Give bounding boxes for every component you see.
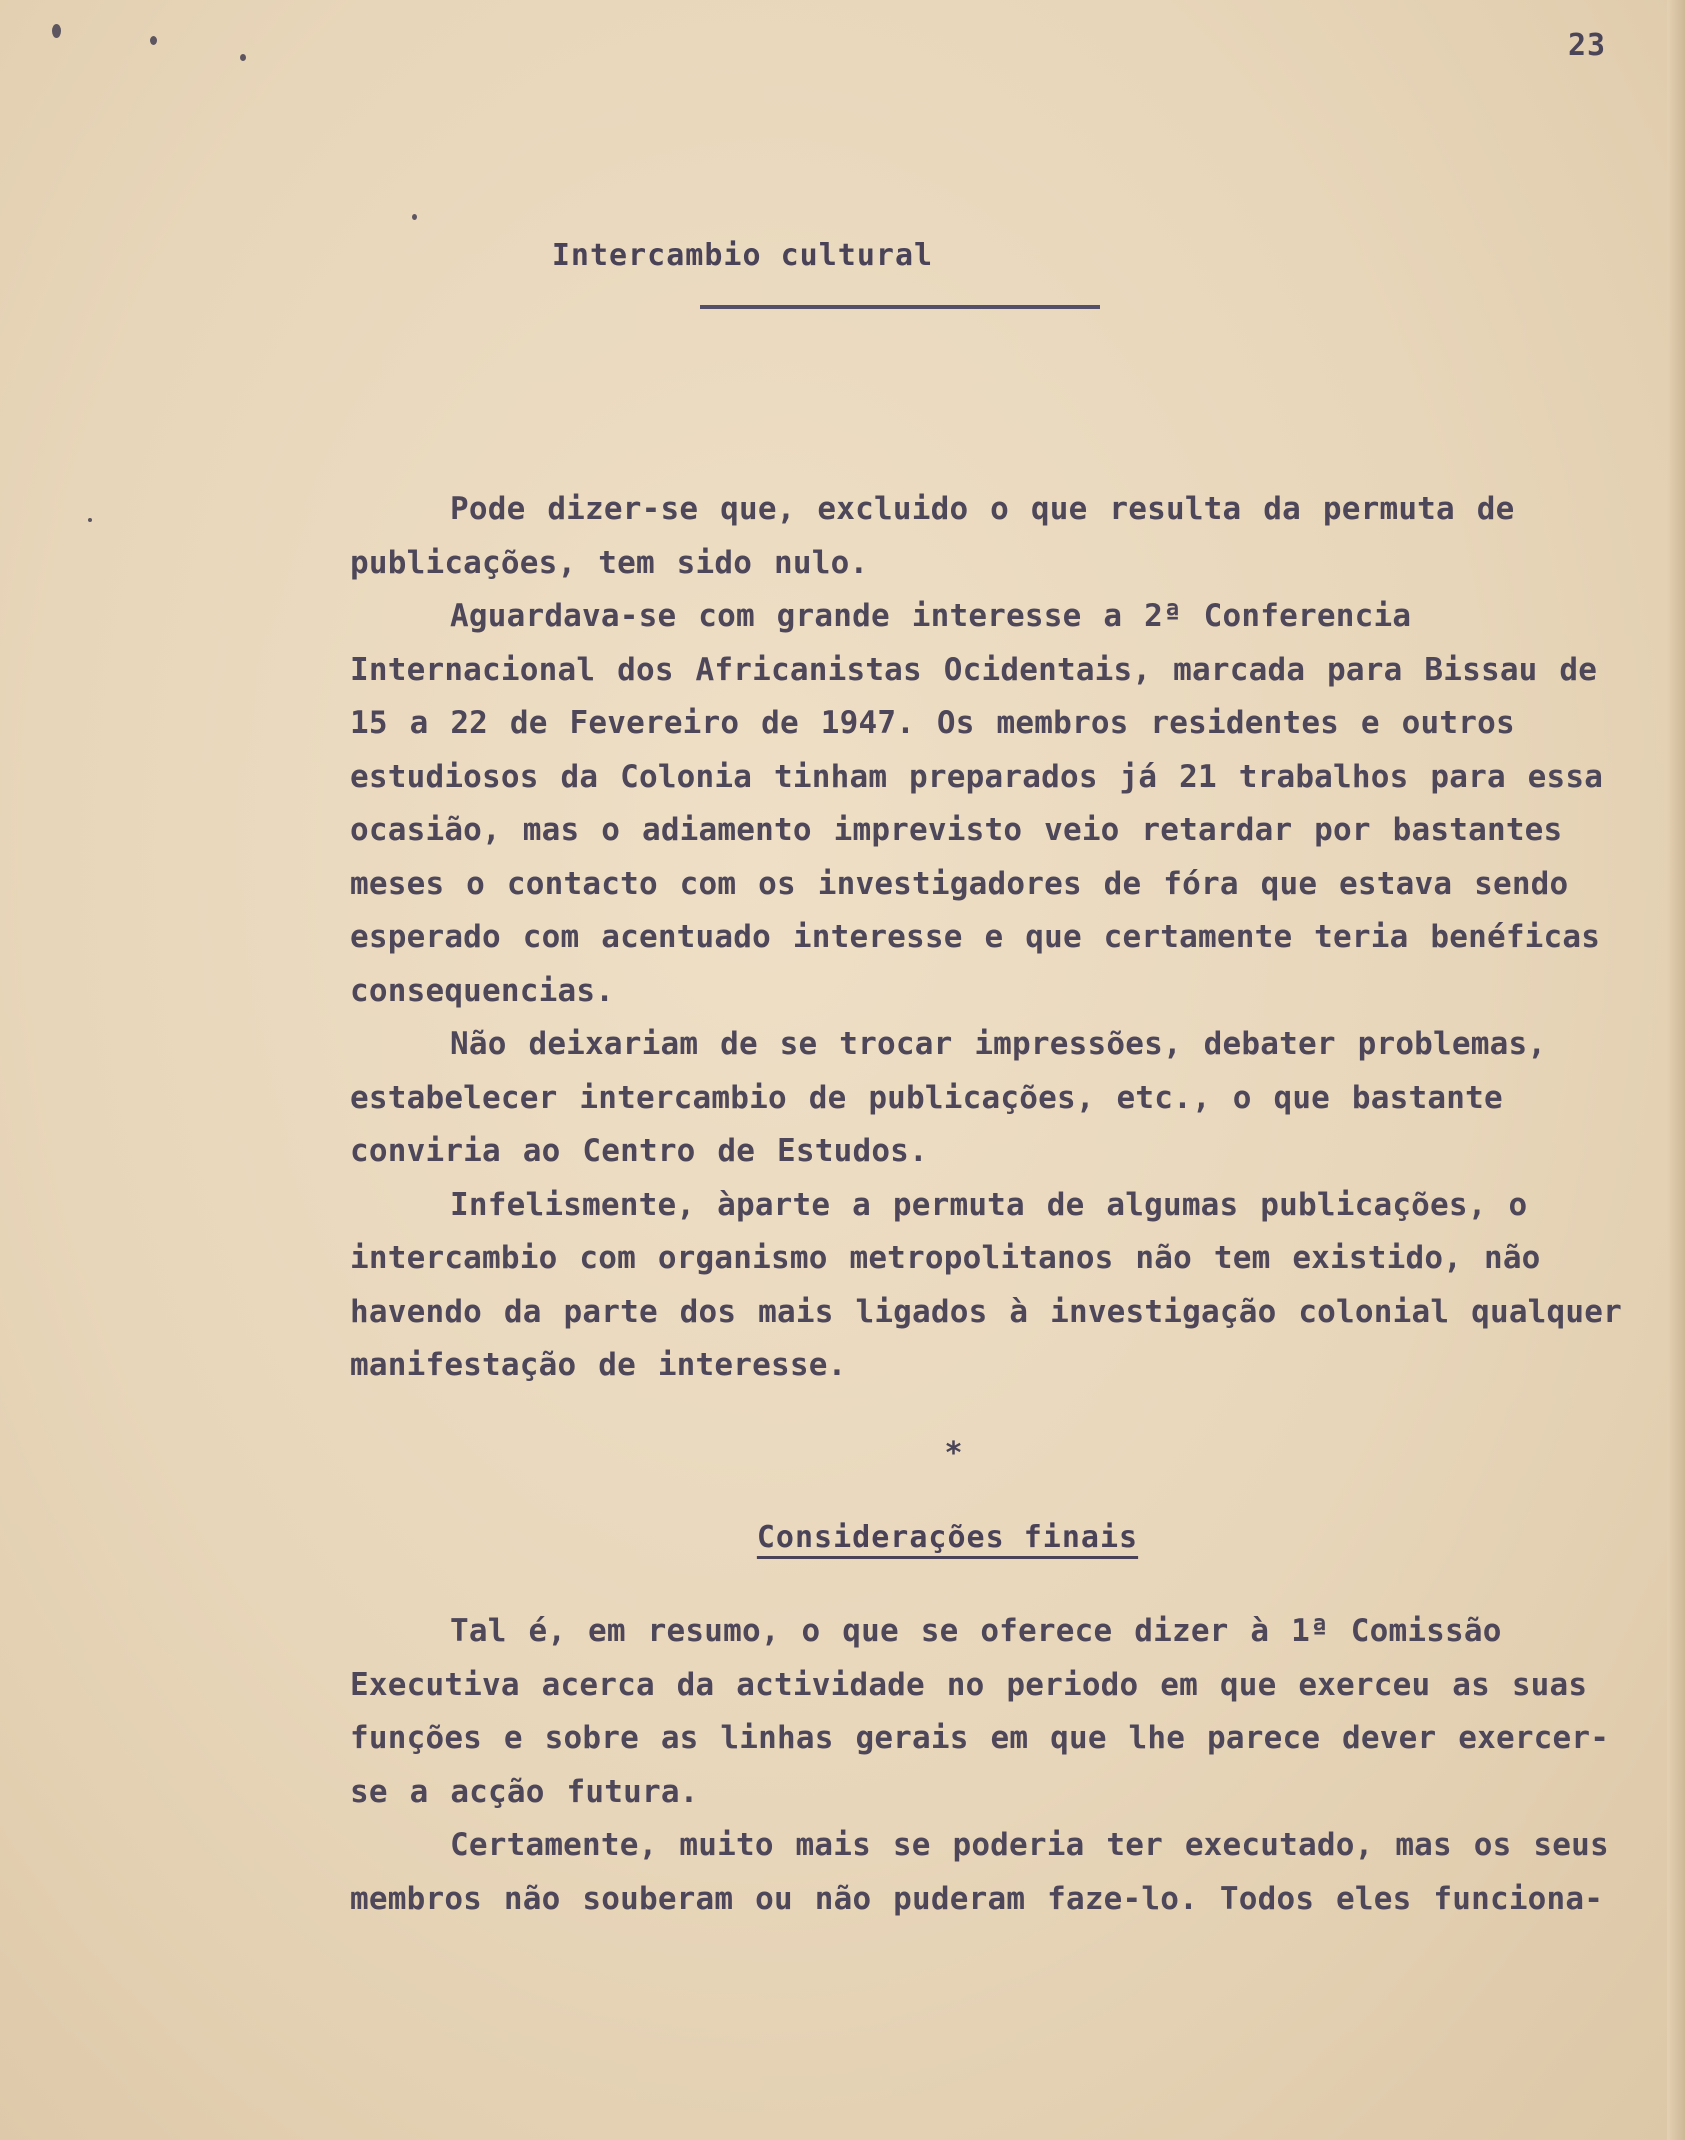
title-underline: [700, 305, 1100, 309]
paragraph: Pode dizer-se que, excluido o que resulta da permuta de publicações, tem sido nulo.: [350, 491, 1515, 581]
paragraph: Infelismente, àparte a permuta de algumas publicações, o intercambio com organismo metropolitanos não tem existido, não havendo da parte dos mais ligados à investigação colonial qualquer manifestação de interesse.: [350, 1186, 1622, 1383]
section-body-intercambio: [350, 483, 1640, 1393]
paragraph: Tal é, em resumo, o que se oferece dizer à 1ª Comissão Executiva acerca da actividade no periodo em que exerceu as suas funções e sobre as linhas gerais em que lhe parece dever exercer-se a acção futura.: [350, 1613, 1610, 1810]
section-body-consideracoes: [350, 1605, 1640, 1926]
page-number: 23: [1568, 28, 1607, 63]
paper-speck: [88, 518, 92, 522]
paper-speck: [52, 24, 61, 38]
paper-speck: [240, 54, 246, 61]
section-title-intercambio: Intercambio cultural: [551, 238, 934, 273]
paragraph: Não deixariam de se trocar impressões, debater problemas, estabelecer intercambio de publicações, etc., o que bastante conviria ao Centro de Estudos.: [350, 1026, 1547, 1169]
paragraph: Certamente, muito mais se poderia ter executado, mas os seus membros não souberam ou não puderam faze-lo. Todos eles funciona-: [350, 1827, 1609, 1917]
paragraph: Aguardava-se com grande interesse a 2ª Conferencia Internacional dos Africanistas Ocidentais, marcada para Bissau de 15 a 22 de Fevereiro de 1947. Os membros residentes e outros estudiosos da Colonia tinham preparados já 21 trabalhos para essa ocasião, mas o adiamento imprevisto veio retardar por bastantes meses o contacto com os investigadores de fóra que estava sendo esperado com acentuado interesse e que certamente teria benéficas consequencias.: [350, 598, 1604, 1009]
section-separator: *: [944, 1436, 963, 1471]
section-title-consideracoes: Considerações finais: [756, 1520, 1139, 1555]
paper-speck: [412, 214, 417, 220]
paper-edge: [1667, 0, 1685, 2140]
paper-speck: [150, 36, 157, 45]
